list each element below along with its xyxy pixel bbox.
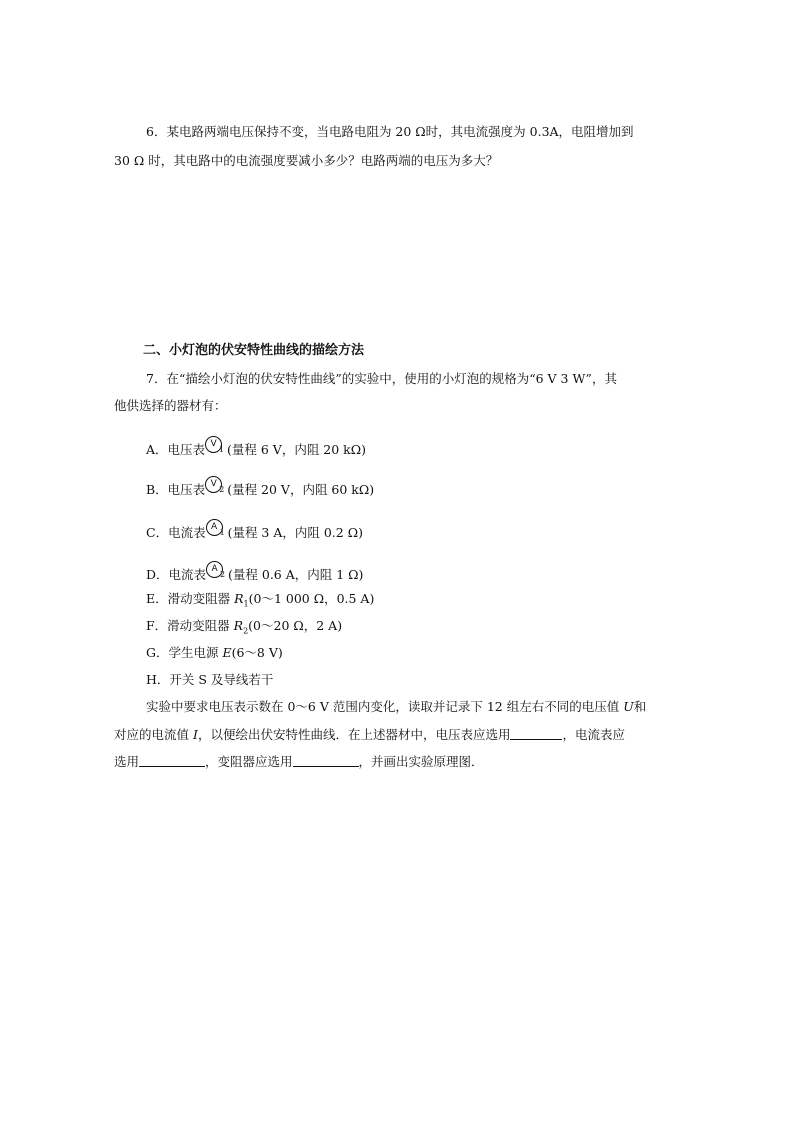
option-a-suffix: (量程 6 V，内阻 20 kΩ) xyxy=(227,442,367,457)
ammeter-a2-icon: A 2 xyxy=(206,565,228,581)
var-r2: R xyxy=(233,618,244,633)
option-b xyxy=(146,480,374,499)
option-a-prefix: A．电压表 xyxy=(146,442,206,457)
requirement-line-2: 对应的电流值 I，以便绘出伏安特性曲线．在上述器材中，电压表应选用 ，电流表应 xyxy=(114,727,625,742)
answer-blank-rheostat[interactable] xyxy=(293,754,359,767)
option-c-suffix: (量程 3 A，内阻 0.2 Ω) xyxy=(227,525,363,540)
requirement-line-1: 实验中要求电压表示数在 0～6 V 范围内变化，读取并记录下 12 组左右不同的电压值 U和 xyxy=(146,699,647,714)
answer-blank-ammeter[interactable] xyxy=(139,754,205,767)
option-g: G．学生电源 E(6～8 V) xyxy=(146,645,283,660)
q7-stem-line-2: 他供选择的器材有： xyxy=(114,398,227,413)
requirement-line-3: 选用 ，变阻器应选用 ，并画出实验原理图． xyxy=(114,754,484,769)
option-c-prefix: C．电流表 xyxy=(146,525,206,540)
option-b-prefix: B．电压表 xyxy=(146,482,206,497)
option-d-prefix: D．电流表 xyxy=(146,567,207,582)
section-heading: 二、小灯泡的伏安特性曲线的描绘方法 xyxy=(143,343,365,358)
q6-line-2: 30 Ω 时，其电路中的电流强度要减小多少？电路两端的电压为多大？ xyxy=(114,153,499,168)
voltmeter-v1-icon: V 1 xyxy=(205,440,227,456)
option-d-suffix: (量程 0.6 A，内阻 1 Ω) xyxy=(228,567,364,582)
option-e: E．滑动变阻器 $R_1(0\sim 1$ 000 Ω，0.5 A) xyxy=(146,591,375,609)
var-e: E xyxy=(222,645,232,660)
ammeter-a1-icon: A 1 xyxy=(206,523,228,539)
option-h: H．开关 S 及导线若干 xyxy=(146,672,274,687)
answer-blank-voltmeter[interactable] xyxy=(510,727,562,740)
option-d xyxy=(146,565,363,584)
option-a xyxy=(146,440,366,459)
var-r1: R xyxy=(234,591,244,606)
option-c xyxy=(146,523,363,542)
voltmeter-v2-icon: V 2 xyxy=(205,480,227,496)
option-f: F．滑动变阻器 $R_2(0\sim 20$ Ω，2 A) xyxy=(146,618,343,636)
q6-line-1: 6．某电路两端电压保持不变，当电路电阻为 20 Ω时，其电流强度为 0.3A，电阻增加到 xyxy=(146,124,634,139)
option-b-suffix: (量程 20 V，内阻 60 kΩ) xyxy=(227,482,375,497)
q7-stem-line-1: 7．在“描绘小灯泡的伏安特性曲线”的实验中，使用的小灯泡的规格为“6 V 3 W”，其 xyxy=(146,371,617,386)
